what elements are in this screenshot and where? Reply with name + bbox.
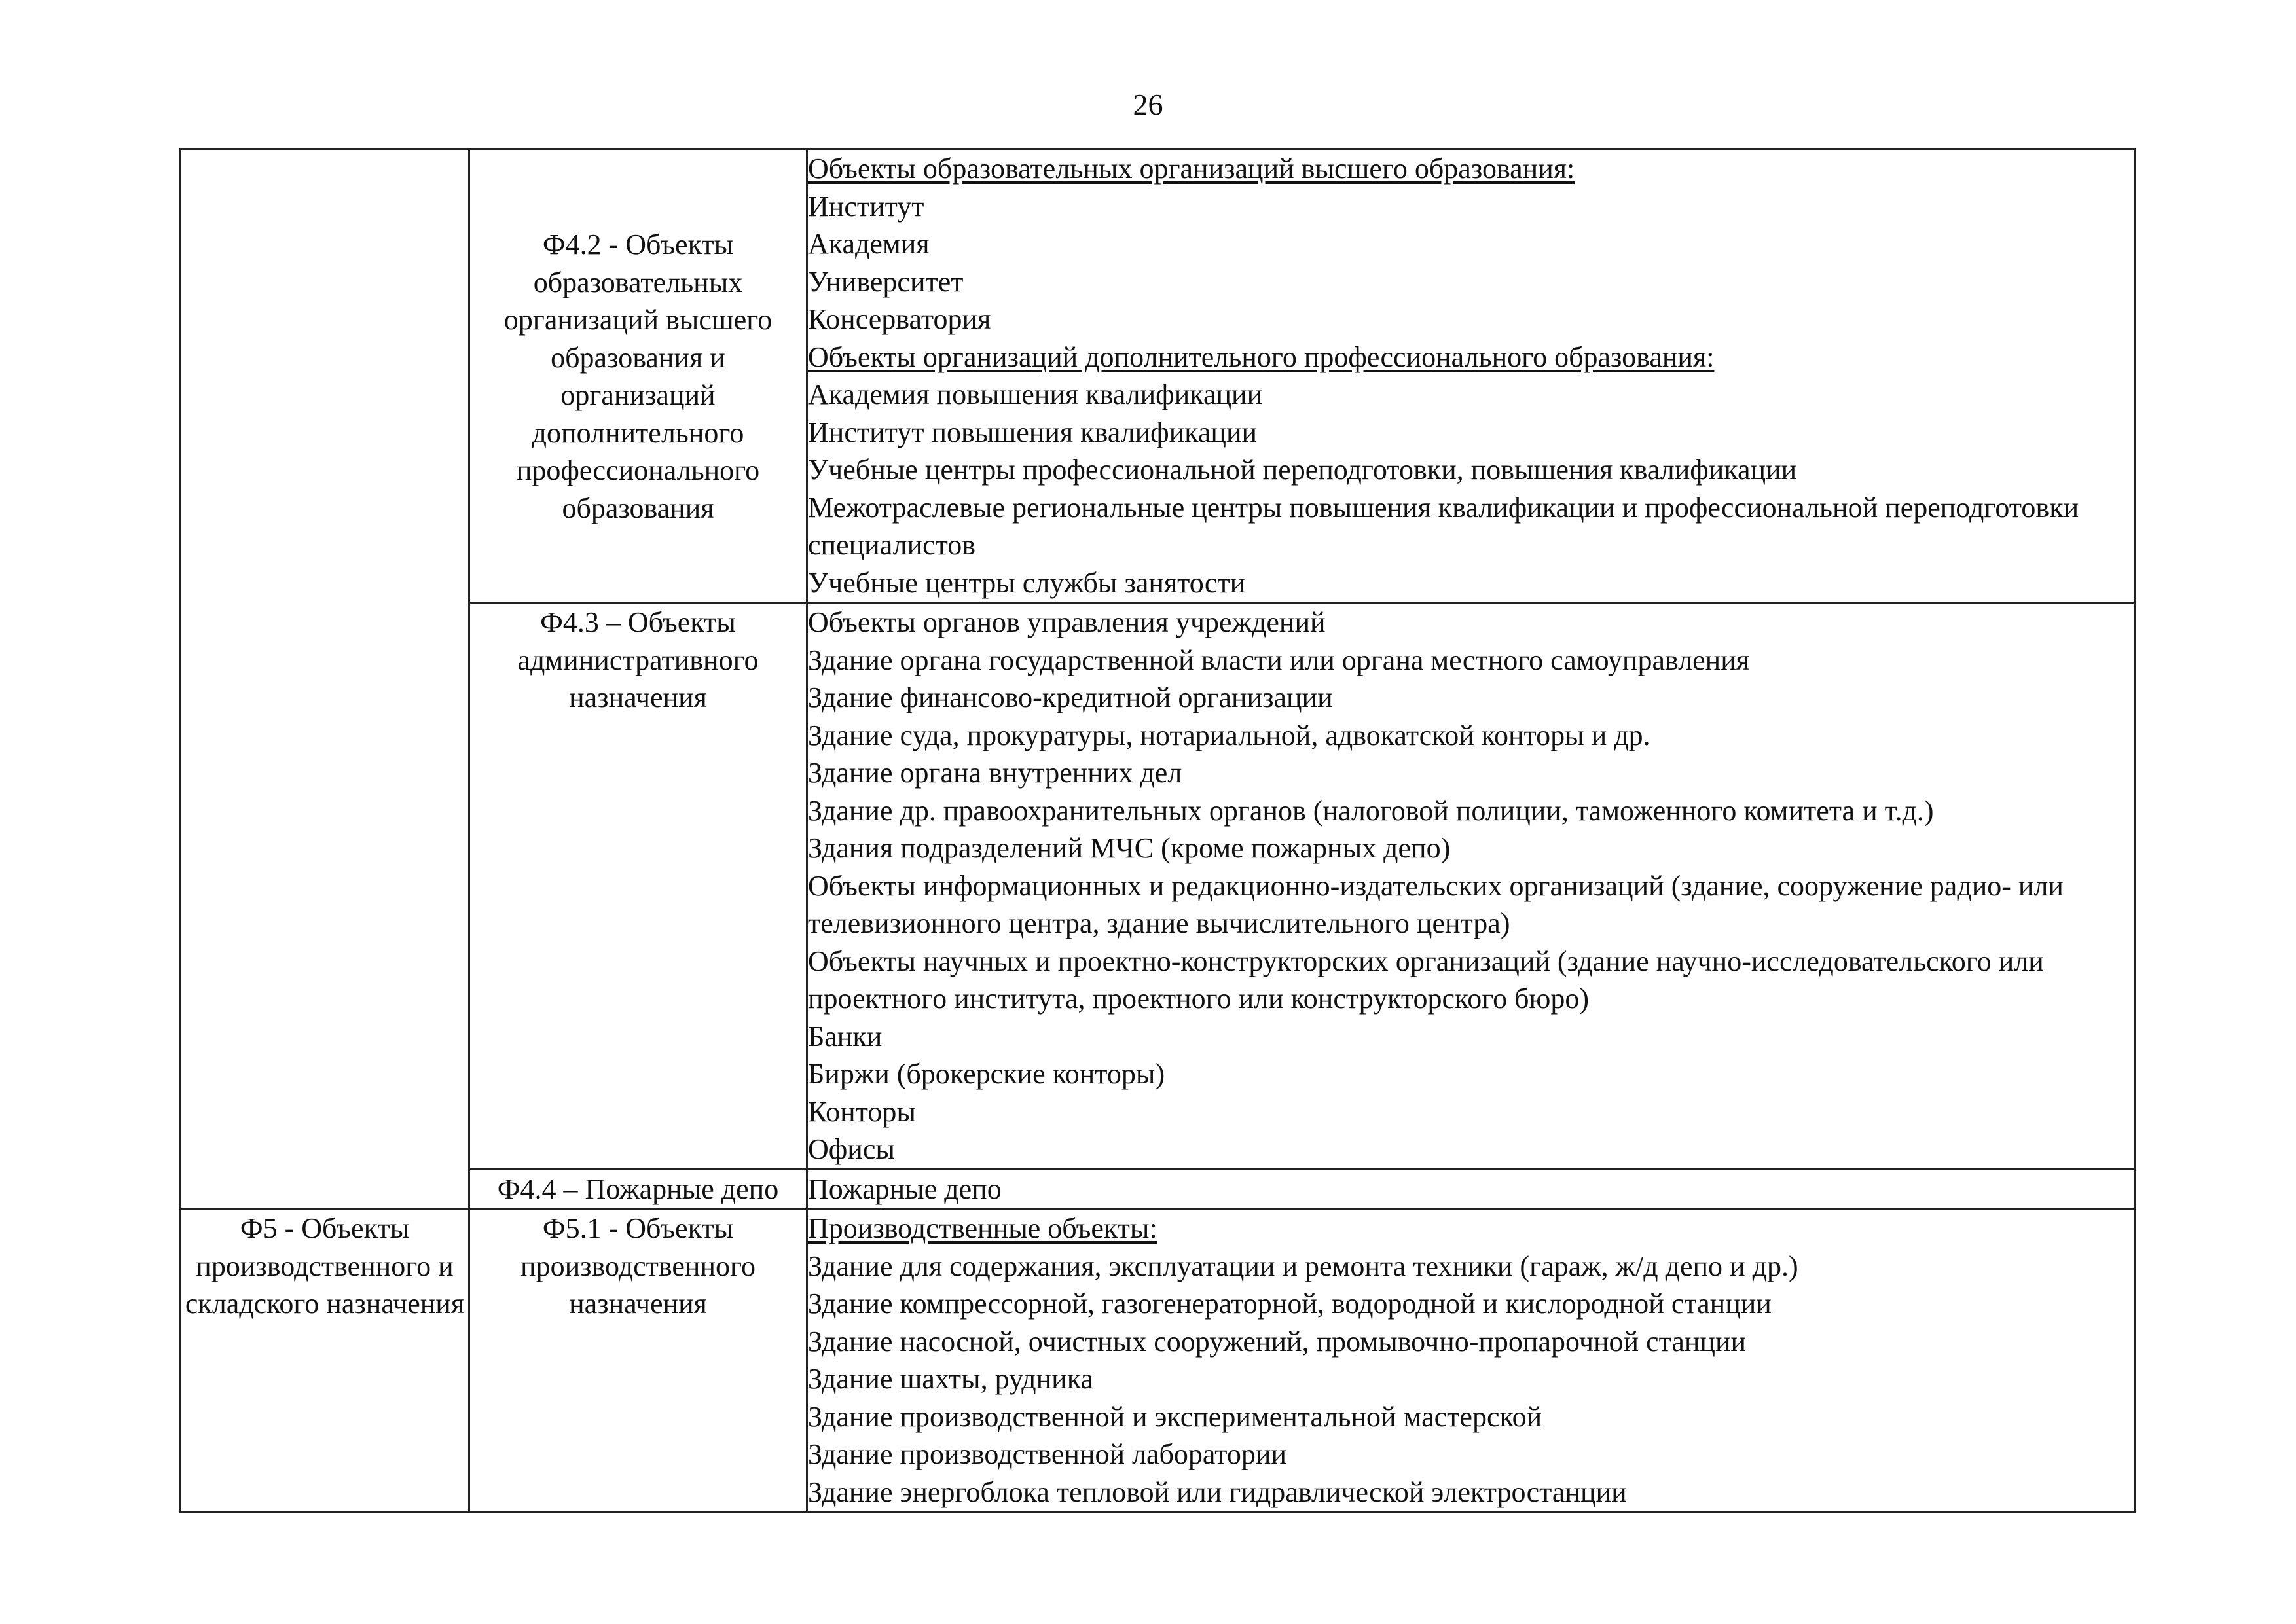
list-item: Учебные центры службы занятости	[808, 566, 1246, 599]
list-item: Здание финансово-кредитной организации	[808, 681, 1333, 713]
list-item: Пожарные депо	[808, 1172, 1002, 1205]
classification-table	[179, 148, 2136, 1513]
subclass-label-f44: Ф4.4 – Пожарные депо	[497, 1172, 779, 1205]
list-item: Здание органа внутренних дел	[808, 757, 1182, 789]
list-item: Объекты научных и проектно-конструкторских организаций (здание научно-исследовательского или проектного института, проектного или конструкторского бюро)	[808, 945, 2044, 1015]
list-item: Университет	[808, 265, 964, 298]
list-item: Здание энергоблока тепловой или гидравлической электростанции	[808, 1475, 1627, 1508]
objects-cell-f51	[807, 1209, 2135, 1512]
objects-cell-f43	[807, 603, 2135, 1170]
group-heading: Объекты образовательных организаций высшего образования:	[808, 153, 1575, 185]
list-item: Учебные центры профессиональной переподготовки, повышения квалификации	[808, 454, 1797, 486]
list-item: Биржи (брокерские конторы)	[808, 1058, 1165, 1090]
list-item: Объекты информационных и редакционно-издательских организаций (здание, сооружение радио- или телевизионного центра, здание вычислительного центра)	[808, 869, 2064, 939]
list-item: Офисы	[808, 1133, 895, 1165]
list-item: Объекты органов управления учреждений	[808, 606, 1326, 638]
subclass-label-f43: Ф4.3 – Объекты административного назначения	[517, 606, 759, 713]
subclass-cell-f51	[469, 1209, 807, 1512]
table-row-f44	[181, 1169, 2135, 1209]
table-row-f51	[181, 1209, 2135, 1512]
table-row-f43	[181, 603, 2135, 1170]
class-cell-f4-continued	[181, 149, 469, 1209]
list-item: Консерватория	[808, 303, 991, 335]
list-item: Академия	[808, 228, 930, 260]
list-item: Здание для содержания, эксплуатации и ремонта техники (гараж, ж/д депо и др.)	[808, 1250, 1798, 1282]
list-item: Здание компрессорной, газогенераторной, водородной и кислородной станции	[808, 1288, 1772, 1320]
list-item: Здание шахты, рудника	[808, 1363, 1093, 1395]
list-item: Конторы	[808, 1095, 916, 1128]
page-number: 26	[1133, 88, 1163, 121]
list-item: Академия повышения квалификации	[808, 378, 1263, 410]
list-item: Институт повышения квалификации	[808, 416, 1258, 448]
table-row-f42	[181, 149, 2135, 603]
list-item: Здание насосной, очистных сооружений, промывочно-пропарочной станции	[808, 1325, 1747, 1358]
list-item: Здание органа государственной власти или органа местного самоуправления	[808, 643, 1749, 676]
class-cell-f5	[181, 1209, 469, 1512]
list-item: Межотраслевые региональные центры повышения квалификации и профессиональной переподготовки специалистов	[808, 491, 2079, 561]
list-item: Банки	[808, 1020, 883, 1053]
group-heading: Объекты организаций дополнительного профессионального образования:	[808, 340, 1715, 373]
group-heading: Производственные объекты:	[808, 1212, 1157, 1244]
subclass-label-f51: Ф5.1 - Объекты производственного назначения	[520, 1212, 756, 1320]
list-item: Здание суда, прокуратуры, нотариальной, адвокатской конторы и др.	[808, 719, 1650, 751]
list-item: Институт	[808, 190, 924, 223]
list-item: Здание производственной лаборатории	[808, 1438, 1287, 1470]
subclass-cell-f43	[469, 603, 807, 1170]
subclass-label-f42: Ф4.2 - Объекты образовательных организаций высшего образования и организаций дополнительного профессионального образования	[503, 228, 773, 524]
list-item: Здание производственной и экспериментальной мастерской	[808, 1400, 1542, 1433]
list-item: Здание др. правоохранительных органов (налоговой полиции, таможенного комитета и т.д.)	[808, 794, 1934, 827]
objects-cell-f44	[807, 1169, 2135, 1209]
subclass-cell-f42	[469, 149, 807, 603]
objects-cell-f42	[807, 149, 2135, 603]
subclass-cell-f44	[469, 1169, 807, 1209]
class-label-f5: Ф5 - Объекты производственного и складского назначения	[185, 1212, 465, 1320]
list-item: Здания подразделений МЧС (кроме пожарных депо)	[808, 832, 1451, 864]
